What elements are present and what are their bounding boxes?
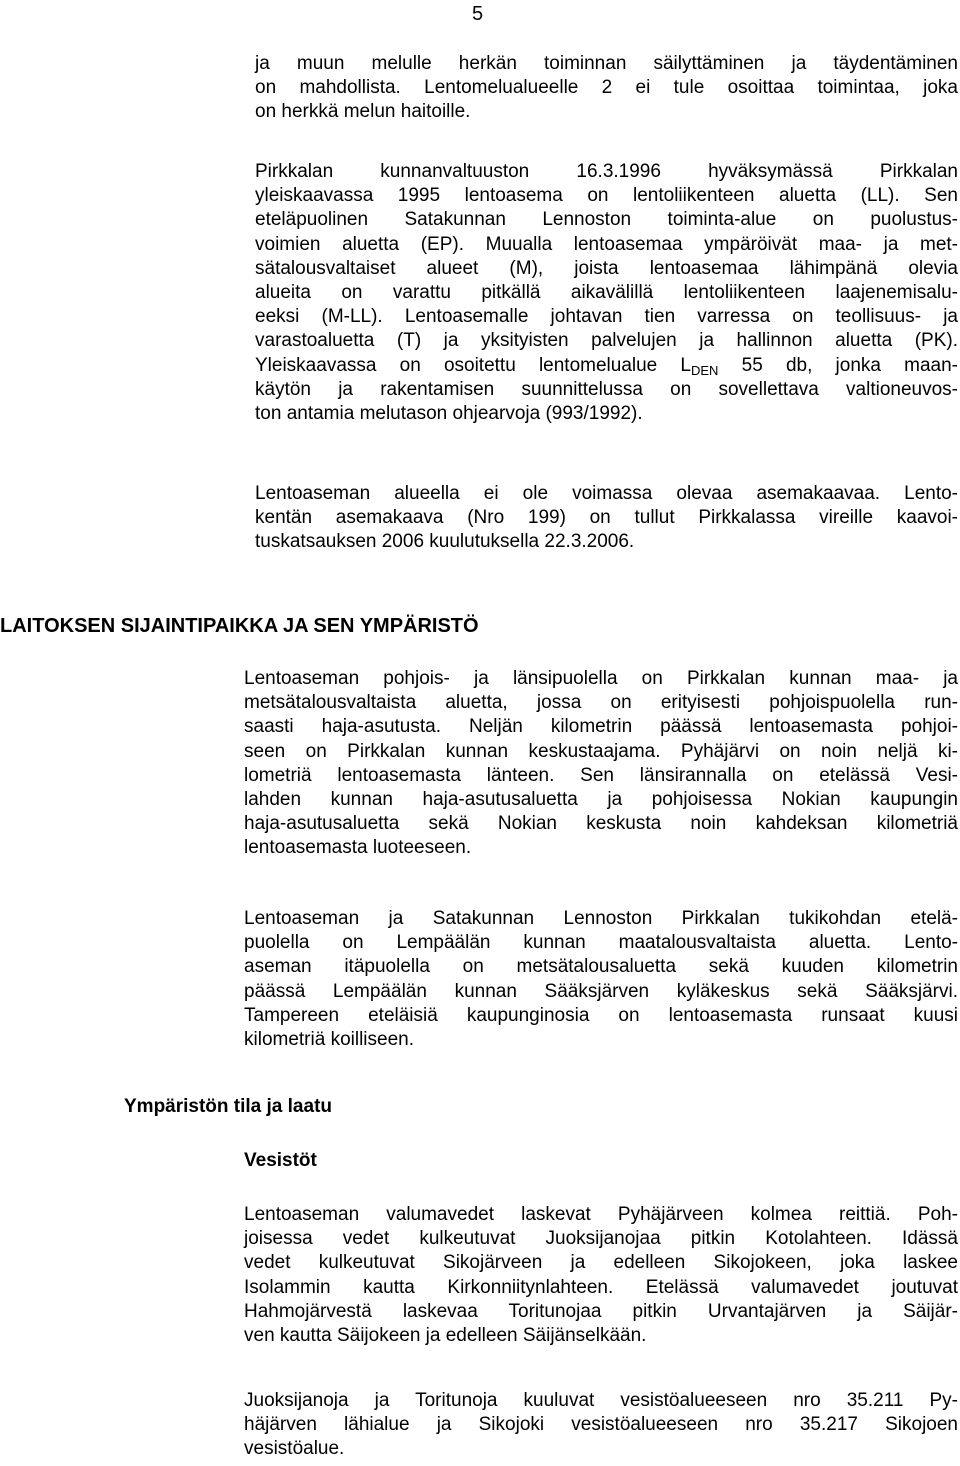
text-line: Lentoaseman alueella ei ole voimassa olevaa asemakaavaa. Lento- <box>255 483 958 504</box>
text-line: ja muun melulle herkän toiminnan säilyttäminen ja täydentäminen <box>255 53 958 74</box>
text-line: päässä Lempäälän kunnan Sääksjärven kyläkeskus sekä Sääksjärvi. <box>244 980 958 1002</box>
text-line: kilometriä koilliseen. <box>244 1029 415 1051</box>
page-number: 5 <box>472 3 484 25</box>
text-line: Lentoaseman ja Satakunnan Lennoston Pirkkalan tukikohdan etelä- <box>244 908 958 929</box>
text-line: Lentoaseman pohjois- ja länsipuolella on Pirkkalan kunnan maa- ja <box>244 668 958 689</box>
text-line: aseman itäpuolella on metsätalousaluetta sekä kuuden kilometrin <box>244 956 958 978</box>
text-line: lahden kunnan haja-asutusaluetta ja pohjoisessa Nokian kaupungin <box>244 789 958 811</box>
text-line: eeksi (M-LL). Lentoasemalle johtavan tien varressa on teollisuus- ja <box>255 306 958 328</box>
text-line: vedet kulkeutuvat Sikojärveen ja edelleen Sikojokeen, joka laskee <box>244 1252 958 1274</box>
text-line: joisessa vedet kulkeutuvat Juoksijanojaa pitkin Kotolahteen. Idässä <box>244 1228 958 1250</box>
text-line: varastoaluetta (T) ja yksityisten palvelujen ja hallinnon aluetta (PK). <box>255 330 958 352</box>
paragraph-runoff-routes <box>244 1203 958 1348</box>
text-fragment: 55 db, jonka maan- <box>718 354 958 376</box>
text-line: tuskatsauksen 2006 kuulutuksella 22.3.2006. <box>255 531 635 553</box>
text-line <box>255 354 958 378</box>
paragraph-catchment-areas <box>244 1389 958 1462</box>
paragraph-surroundings-south-east <box>244 907 958 1052</box>
subsection-heading-waters: Vesistöt <box>244 1150 317 1171</box>
paragraph-surroundings-north-west <box>244 667 958 861</box>
subscript-den: DEN <box>691 362 719 378</box>
text-line: Hahmojärvestä laskevaa Toritunojaa pitkin Urvantajärven ja Säijär- <box>244 1300 958 1322</box>
text-line: on mahdollista. Lentomelualueelle 2 ei tule osoittaa toimintaa, joka <box>255 77 958 99</box>
paragraph-noise-zone <box>255 52 958 125</box>
text-line: häjärven lähialue ja Sikojoki vesistöalueeseen nro 35.217 Sikojoen <box>244 1414 958 1436</box>
text-fragment: Yleiskaavassa on osoitettu lentomelualue L <box>255 354 691 376</box>
text-line: Pirkkalan kunnanvaltuuston 16.3.1996 hyväksymässä Pirkkalan <box>255 161 958 182</box>
text-line: eteläpuolinen Satakunnan Lennoston toiminta-alue on puolustus- <box>255 209 958 231</box>
text-line: puolella on Lempäälän kunnan maatalousvaltaista aluetta. Lento- <box>244 932 958 954</box>
text-line: ven kautta Säijokeen ja edelleen Säijänselkään. <box>244 1325 647 1347</box>
text-line: lentoasemasta luoteeseen. <box>244 837 472 859</box>
text-line: käytön ja rakentamisen suunnittelussa on sovellettava valtioneuvos- <box>255 378 958 400</box>
text-line: saasti haja-asutusta. Neljän kilometrin päässä lentoasemasta pohjoi- <box>244 716 958 738</box>
text-line: vesistöalue. <box>244 1438 345 1460</box>
text-line: on herkkä melun haitoille. <box>255 101 471 123</box>
text-line: Juoksijanoja ja Toritunoja kuuluvat vesistöalueeseen nro 35.211 Py- <box>244 1390 958 1411</box>
paragraph-detail-plan <box>255 482 958 555</box>
text-line: haja-asutusaluetta sekä Nokian keskusta noin kahdeksan kilometriä <box>244 813 958 835</box>
text-line: seen on Pirkkalan kunnan keskustaajama. Pyhäjärvi on noin neljä ki- <box>244 740 958 762</box>
paragraph-master-plan <box>255 160 958 426</box>
text-line: voimien aluetta (EP). Muualla lentoasemaa ympäröivät maa- ja met- <box>255 233 958 255</box>
text-line: sätalousvaltaiset alueet (M), joista lentoasemaa lähimpänä olevia <box>255 257 958 279</box>
text-line: metsätalousvaltaista aluetta, jossa on erityisesti pohjoispuolella run- <box>244 692 958 714</box>
text-line: Tampereen eteläisiä kaupunginosia on lentoasemasta runsaat kuusi <box>244 1004 958 1026</box>
text-line: lometriä lentoasemasta länteen. Sen länsirannalla on etelässä Vesi- <box>244 764 958 786</box>
section-heading: LAITOKSEN SIJAINTIPAIKKA JA SEN YMPÄRISTÖ <box>0 615 479 637</box>
text-line: kentän asemakaava (Nro 199) on tullut Pirkkalassa vireille kaavoi- <box>255 507 958 529</box>
text-line: ton antamia melutason ohjearvoja (993/1992). <box>255 403 643 425</box>
text-line: Isolammin kautta Kirkonniitynlahteen. Etelässä valumavedet joutuvat <box>244 1276 958 1298</box>
subsection-heading-environment: Ympäristön tila ja laatu <box>124 1096 332 1117</box>
text-line: Lentoaseman valumavedet laskevat Pyhäjärveen kolmea reittiä. Poh- <box>244 1204 958 1225</box>
text-line: yleiskaavassa 1995 lentoasema on lentoliikenteen aluetta (LL). Sen <box>255 185 958 207</box>
text-line: alueita on varattu pitkällä aikavälillä lentoliikenteen laajenemisalu- <box>255 282 958 304</box>
